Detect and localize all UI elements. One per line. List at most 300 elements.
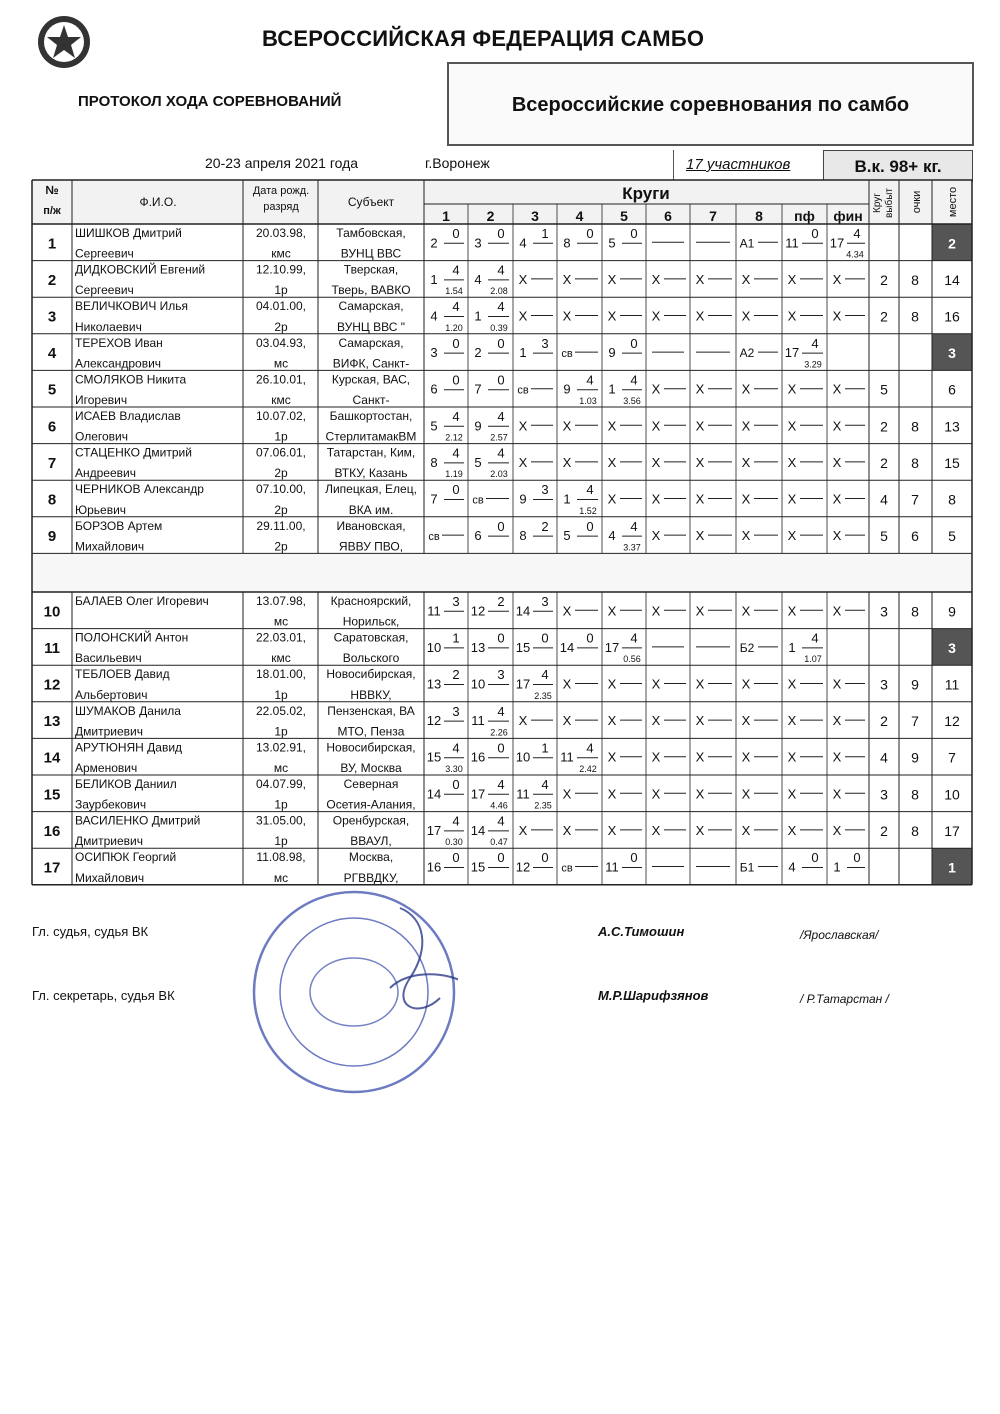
round-eliminated: Х (651, 454, 661, 470)
round-opponent: 11 (427, 603, 441, 619)
round-score: 4 (586, 482, 594, 498)
round-eliminated: Х (562, 786, 572, 802)
row-subject-second: Осетия-Алания, (326, 797, 416, 812)
round-opponent: 7 (430, 491, 438, 507)
row-rank: кмс (271, 651, 291, 666)
table-gap-row (32, 553, 972, 592)
row-name-second: Александрович (75, 356, 162, 371)
row-birth: 26.10.01, (255, 372, 307, 387)
round-opponent: 3 (474, 235, 482, 251)
round-repechage: А1 (739, 236, 755, 251)
row-subject: Новосибирская, (326, 740, 416, 755)
round-score: 4 (452, 740, 460, 756)
round-score: 0 (853, 850, 861, 866)
row-points: 8 (911, 786, 919, 803)
round-time: 1.54 (445, 286, 463, 297)
row-place: 3 (948, 345, 956, 362)
header-round-1: 1 (442, 208, 450, 224)
row-name-second: Михайлович (75, 539, 145, 554)
round-eliminated: Х (832, 308, 842, 324)
round-eliminated: Х (607, 786, 617, 802)
round-time: 0.30 (445, 837, 463, 848)
round-opponent: 9 (608, 345, 616, 361)
round-opponent: 11 (785, 235, 799, 251)
header-round-10: фин (833, 208, 863, 224)
round-bye: св (472, 494, 484, 507)
row-subject: Оренбурская, (332, 813, 410, 828)
round-score: 4 (452, 262, 460, 278)
row-name-second: Михайлович (75, 870, 145, 885)
round-eliminated: Х (832, 786, 842, 802)
round-time: 1.52 (579, 505, 597, 516)
header-birth2: разряд (263, 201, 299, 213)
round-score: 1 (452, 630, 460, 646)
round-eliminated: Х (741, 491, 751, 507)
round-score: 4 (497, 445, 505, 461)
round-score: 2 (541, 518, 549, 534)
row-num: 3 (47, 308, 57, 326)
round-score: 3 (541, 482, 549, 498)
row-num: 10 (43, 603, 61, 621)
row-subject: Москва, (348, 850, 394, 865)
round-eliminated: Х (607, 603, 617, 619)
row-points: 6 (911, 528, 919, 545)
round-score: 3 (452, 594, 460, 609)
round-opponent: 15 (470, 859, 486, 875)
round-score: 0 (497, 518, 505, 534)
round-score: 0 (452, 335, 460, 351)
round-eliminated: Х (695, 308, 705, 324)
round-time: 0.39 (490, 322, 508, 333)
round-opponent: 6 (430, 381, 438, 397)
round-eliminated: Х (518, 713, 528, 729)
row-subject: Красноярский, (330, 594, 412, 608)
round-eliminated: Х (787, 381, 797, 397)
round-eliminated: Х (695, 271, 705, 287)
row-subject: Новосибирская, (326, 667, 416, 682)
round-eliminated: Х (741, 676, 751, 692)
row-num: 1 (47, 235, 57, 253)
row-name: ШИШКОВ Дмитрий (75, 226, 182, 240)
chief-secretary-label: Гл. секретарь, судья ВК (32, 988, 175, 1003)
row-rank: мс (273, 614, 289, 629)
round-score: 0 (541, 850, 549, 866)
round-eliminated: Х (651, 786, 661, 802)
row-points: 7 (911, 491, 919, 508)
round-eliminated: Х (787, 749, 797, 765)
round-score: 3 (541, 335, 549, 351)
header-round-2: 2 (486, 208, 495, 224)
round-time: 0.56 (623, 654, 641, 665)
round-eliminated: Х (832, 491, 842, 507)
row-subject-second: Санкт- (352, 393, 390, 407)
row-krug: 4 (880, 749, 888, 766)
protocol-title: ПРОТОКОЛ ХОДА СОРЕВНОВАНИЙ (78, 93, 342, 110)
round-score: 1 (541, 740, 549, 756)
round-time: 1.07 (804, 654, 822, 665)
chief-judge-name: А.С.Тимошин (598, 924, 685, 939)
round-score: 0 (497, 850, 505, 866)
row-rank: 1р (274, 429, 288, 444)
round-eliminated: Х (695, 822, 705, 838)
round-opponent: 9 (519, 491, 527, 507)
row-birth: 13.02.91, (255, 740, 307, 755)
round-opponent: 4 (474, 271, 482, 287)
round-eliminated: Х (518, 308, 528, 324)
round-opponent: 17 (426, 822, 442, 838)
chief-judge-label: Гл. судья, судья ВК (32, 924, 149, 939)
row-krug: 5 (880, 381, 888, 398)
round-eliminated: Х (741, 308, 751, 324)
round-opponent: 8 (430, 454, 438, 470)
row-num: 14 (43, 749, 61, 767)
round-score: 4 (497, 777, 505, 792)
round-eliminated: Х (741, 822, 751, 838)
row-birth: 03.04.93, (255, 335, 307, 350)
round-opponent: 17 (829, 235, 845, 251)
header-subject: Субъект (347, 195, 395, 209)
row-name: СМОЛЯКОВ Никита (75, 372, 187, 387)
row-name: СТАЦЕНКО Дмитрий (75, 445, 192, 460)
round-opponent: 1 (563, 491, 571, 507)
round-eliminated: Х (562, 676, 572, 692)
row-name-second: Дмитриевич (75, 834, 143, 849)
header-round-9: пф (794, 208, 815, 224)
round-eliminated: Х (651, 308, 661, 324)
round-eliminated: Х (607, 418, 617, 434)
round-opponent: 1 (519, 345, 527, 361)
round-opponent: 6 (474, 528, 482, 544)
row-place: 16 (944, 308, 960, 325)
row-krug: 2 (880, 713, 888, 730)
round-eliminated: Х (607, 713, 617, 729)
row-place: 14 (944, 271, 960, 288)
chief-secretary-region: / Р.Татарстан / (800, 992, 889, 1006)
round-score: 0 (630, 850, 638, 866)
round-eliminated: Х (562, 271, 572, 287)
round-time: 0.47 (490, 837, 508, 848)
round-opponent: 17 (784, 345, 800, 361)
round-eliminated: Х (562, 822, 572, 838)
round-eliminated: Х (787, 308, 797, 324)
participants-count: 17 участников (686, 156, 791, 173)
round-eliminated: Х (787, 603, 797, 619)
round-time: 2.12 (445, 432, 463, 443)
row-subject-second: ВУНЦ ВВС " (337, 319, 405, 334)
round-bye: св (561, 348, 573, 361)
round-score: 3 (452, 703, 460, 719)
row-name: ПОЛОНСКИЙ Антон (75, 630, 189, 645)
round-eliminated: Х (787, 676, 797, 692)
row-subject-second: ВУНЦ ВВС (340, 246, 402, 261)
round-score: 4 (853, 226, 861, 241)
round-eliminated: Х (832, 603, 842, 619)
row-subject: Татарстан, Ким, (326, 445, 416, 460)
row-krug: 2 (880, 822, 888, 839)
round-eliminated: Х (695, 749, 705, 765)
round-eliminated: Х (651, 822, 661, 838)
round-eliminated: Х (651, 676, 661, 692)
round-eliminated: Х (651, 713, 661, 729)
row-name: ТЕБЛОЕВ Давид (75, 667, 170, 682)
row-birth: 07.06.01, (255, 445, 307, 460)
round-eliminated: Х (741, 749, 751, 765)
round-time: 2.08 (490, 286, 508, 297)
round-eliminated: Х (832, 822, 842, 838)
row-num: 5 (47, 381, 57, 399)
round-time: 3.29 (804, 359, 822, 370)
round-eliminated: Х (787, 454, 797, 470)
round-opponent: 14 (470, 822, 486, 838)
round-score: 0 (452, 850, 460, 866)
row-subject: Самарская, (338, 335, 404, 350)
round-repechage: Б1 (739, 860, 755, 875)
row-name: БЕЛИКОВ Даниил (75, 777, 177, 791)
round-eliminated: Х (787, 271, 797, 287)
header-num2: п/ж (43, 205, 61, 217)
row-rank: 2р (274, 502, 288, 517)
row-krug: 2 (880, 271, 888, 288)
row-name: ИСАЕВ Владислав (75, 409, 181, 423)
row-subject: Липецкая, Елец, (325, 482, 417, 497)
round-opponent: 13 (470, 639, 486, 655)
round-eliminated: Х (651, 381, 661, 397)
row-birth: 20.03.98, (255, 226, 307, 240)
row-rank: 2р (274, 466, 288, 481)
row-name: БАЛАЕВ Олег Игоревич (75, 594, 209, 608)
round-eliminated: Х (695, 786, 705, 802)
row-rank: 2р (274, 539, 288, 554)
row-name-second: Сергеевич (75, 246, 134, 261)
round-eliminated: Х (562, 308, 572, 324)
round-eliminated: Х (651, 491, 661, 507)
round-score: 0 (497, 740, 505, 756)
row-subject-second: РГВВДКУ, (343, 870, 399, 885)
round-time: 4.34 (846, 249, 864, 260)
round-eliminated: Х (741, 418, 751, 434)
round-bye: св (517, 384, 529, 397)
round-opponent: 10 (426, 639, 442, 655)
row-rank: 1р (274, 687, 288, 702)
round-eliminated: Х (787, 713, 797, 729)
round-eliminated: Х (787, 786, 797, 802)
round-eliminated: Х (787, 418, 797, 434)
row-num: 4 (47, 345, 57, 363)
round-eliminated: Х (695, 528, 705, 544)
round-eliminated: Х (695, 418, 705, 434)
row-subject: Башкортостан, (329, 409, 413, 423)
row-num: 11 (44, 639, 60, 657)
round-opponent: 10 (470, 676, 486, 692)
round-score: 4 (586, 372, 594, 388)
row-subject: Тверская, (343, 262, 399, 277)
round-score: 2 (497, 594, 505, 609)
round-eliminated: Х (607, 491, 617, 507)
row-place: 5 (948, 528, 956, 545)
row-name-second: Николаевич (75, 319, 142, 334)
row-points: 9 (911, 749, 919, 766)
round-score: 0 (497, 372, 505, 388)
round-repechage: А2 (739, 346, 755, 361)
row-place: 13 (944, 418, 960, 435)
round-eliminated: Х (562, 454, 572, 470)
row-krug: 3 (880, 786, 888, 803)
round-opponent: 16 (470, 749, 486, 765)
round-score: 4 (497, 262, 505, 278)
round-score: 4 (586, 740, 594, 756)
row-subject-second: НВВКУ, (350, 687, 392, 702)
round-time: 1.20 (445, 322, 463, 333)
round-eliminated: Х (741, 528, 751, 544)
round-opponent: 4 (430, 308, 438, 324)
round-opponent: 3 (430, 345, 438, 361)
header-place: место (947, 186, 959, 218)
row-subject: Северная (343, 777, 399, 791)
round-opponent: 16 (426, 859, 442, 875)
row-points: 9 (911, 676, 919, 693)
header-num: № (45, 183, 59, 197)
row-place: 7 (948, 749, 956, 766)
round-score: 0 (586, 518, 594, 534)
row-num: 15 (43, 786, 61, 804)
row-num: 16 (43, 822, 61, 840)
header-round-6: 6 (664, 208, 672, 224)
row-name-second: Юрьевич (75, 502, 127, 517)
row-krug: 4 (880, 491, 888, 508)
round-eliminated: Х (651, 271, 661, 287)
row-num: 7 (47, 454, 57, 472)
round-eliminated: Х (832, 749, 842, 765)
round-opponent: 8 (519, 528, 527, 544)
header-points: очки (911, 190, 923, 214)
round-score: 0 (811, 226, 819, 241)
round-opponent: 9 (563, 381, 571, 397)
round-eliminated: Х (518, 271, 528, 287)
round-opponent: 1 (474, 308, 482, 324)
round-score: 2 (452, 667, 460, 683)
row-name-second: Арменович (75, 761, 138, 775)
round-time: 1.03 (579, 396, 597, 406)
row-rank: 1р (274, 724, 288, 739)
row-subject: Ивановская, (336, 518, 406, 533)
round-opponent: 11 (605, 859, 619, 875)
round-score: 4 (811, 335, 819, 351)
row-place: 1 (948, 859, 956, 876)
competition-dates: 20-23 апреля 2021 года (205, 155, 359, 171)
round-score: 0 (497, 226, 505, 241)
round-score: 0 (586, 630, 594, 646)
row-name-second: Заурбекович (75, 797, 147, 812)
round-eliminated: Х (832, 713, 842, 729)
round-eliminated: Х (832, 418, 842, 434)
round-eliminated: Х (562, 418, 572, 434)
row-name-second: Игоревич (75, 393, 128, 407)
round-eliminated: Х (832, 271, 842, 287)
round-time: 2.57 (490, 432, 508, 443)
row-subject-second: ВУ, Москва (340, 761, 402, 775)
round-eliminated: Х (787, 528, 797, 544)
row-name: ОСИПЮК Георгий (75, 850, 177, 865)
round-score: 4 (452, 813, 460, 829)
round-opponent: 4 (519, 235, 527, 251)
row-name: ТЕРЕХОВ Иван (75, 335, 163, 350)
round-score: 4 (630, 518, 638, 534)
round-eliminated: Х (607, 308, 617, 324)
row-name: ЧЕРНИКОВ Александр (75, 482, 204, 497)
header-round-8: 8 (755, 208, 763, 224)
row-place: 17 (944, 822, 960, 839)
round-eliminated: Х (741, 713, 751, 729)
round-eliminated: Х (832, 676, 842, 692)
row-place: 2 (948, 235, 956, 252)
row-rank: мс (273, 356, 289, 371)
header-round-7: 7 (709, 208, 717, 224)
row-points: 8 (911, 271, 919, 288)
row-num: 8 (47, 491, 57, 509)
row-subject: Пензенская, ВА (327, 703, 415, 718)
row-krug: 5 (880, 528, 888, 545)
header-birth: Дата рожд. (252, 185, 310, 197)
row-name-second: Олегович (75, 429, 128, 444)
round-eliminated: Х (741, 786, 751, 802)
row-name: ВАСИЛЕНКО Дмитрий (75, 813, 201, 828)
round-time: 2.03 (490, 469, 508, 480)
row-birth: 22.03.01, (255, 630, 307, 645)
round-opponent: 13 (426, 676, 442, 692)
round-time: 2.35 (534, 800, 552, 811)
round-time: 4.46 (490, 800, 508, 811)
round-score: 0 (497, 335, 505, 351)
round-eliminated: Х (741, 603, 751, 619)
row-birth: 13.07.98, (255, 594, 307, 608)
round-score: 4 (452, 409, 460, 424)
row-name-second: Сергеевич (75, 283, 134, 298)
round-eliminated: Х (741, 271, 751, 287)
round-eliminated: Х (518, 822, 528, 838)
row-name-second: Васильевич (75, 651, 142, 666)
row-name: ДИДКОВСКИЙ Евгений (75, 262, 206, 277)
round-opponent: 5 (563, 528, 571, 544)
round-opponent: 7 (474, 381, 482, 397)
row-krug: 3 (880, 603, 888, 620)
round-eliminated: Х (562, 713, 572, 729)
row-place: 8 (948, 491, 956, 508)
round-score: 0 (452, 482, 460, 498)
row-rank: кмс (271, 246, 291, 261)
round-score: 0 (541, 630, 549, 646)
row-name-second: Андреевич (75, 466, 136, 481)
round-score: 4 (452, 445, 460, 461)
round-time: 2.26 (490, 727, 508, 738)
round-opponent: 8 (563, 235, 571, 251)
round-opponent: 4 (608, 528, 616, 544)
round-eliminated: Х (695, 381, 705, 397)
round-opponent: 14 (426, 786, 442, 802)
round-time: 3.56 (623, 396, 641, 406)
row-place: 3 (948, 639, 956, 656)
round-opponent: 5 (474, 454, 482, 470)
round-opponent: 17 (515, 676, 531, 692)
row-place: 6 (948, 381, 956, 398)
round-opponent: 1 (833, 859, 841, 875)
round-score: 4 (497, 703, 505, 719)
header-round-3: 3 (531, 208, 539, 224)
round-opponent: 1 (788, 639, 796, 655)
round-eliminated: Х (651, 528, 661, 544)
row-subject-second: ВТКУ, Казань (334, 466, 408, 481)
header-krug: Круг (872, 193, 883, 213)
round-score: 0 (811, 850, 819, 866)
